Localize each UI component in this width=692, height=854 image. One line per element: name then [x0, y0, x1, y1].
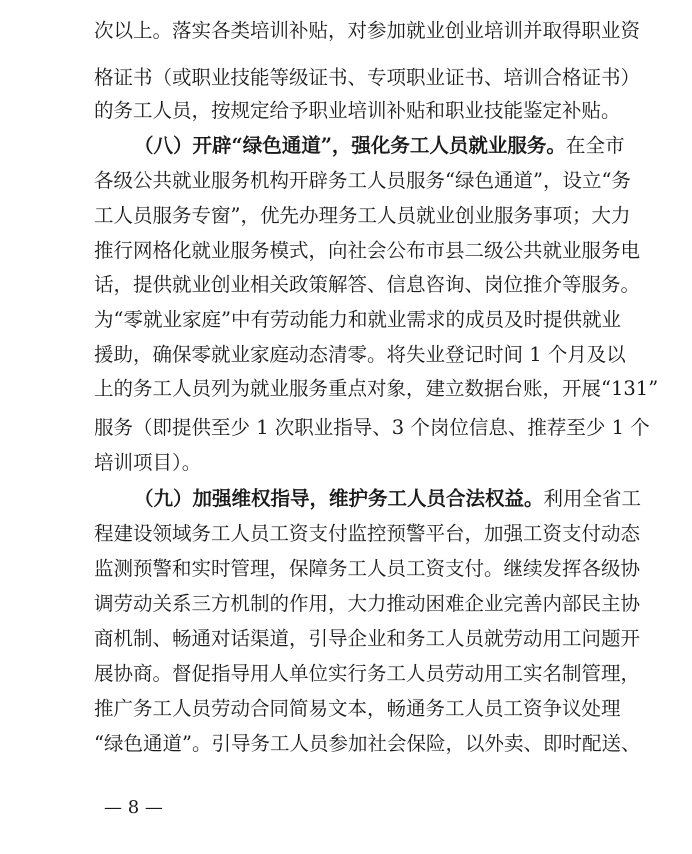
body-line: 程建设领域务工人员工资支付监控预警平台，加强工资支付动态 [94, 522, 641, 545]
body-line: 上的务工人员列为就业服务重点对象，建立数据台账，开展“131” [94, 377, 659, 400]
body-line: 监测预警和实时管理，保障务工人员工资支付。继续发挥各级协 [94, 557, 641, 580]
body-line: 为“零就业家庭”中有劳动能力和就业需求的成员及时提供就业 [94, 308, 621, 331]
body-line: 各级公共就业服务机构开辟务工人员服务“绿色通道”，设立“务 [94, 169, 631, 192]
body-line: 商机制、畅通对话渠道，引导企业和务工人员就劳动用工问题开 [94, 627, 641, 650]
section-heading: （九）加强维权指导，维护务工人员合法权益。 [134, 487, 544, 510]
body-line: 培训项目）。 [94, 451, 202, 474]
body-line: 的务工人员，按规定给予职业培训补贴和职业技能鉴定补贴。 [94, 99, 621, 122]
body-line: 工人员服务专窗”，优先办理务工人员就业创业服务事项；大力 [94, 204, 631, 227]
section-heading: （八）开辟“绿色通道”，强化务工人员就业服务。 [134, 134, 566, 157]
body-line: 推广务工人员劳动合同简易文本，畅通务工人员工资争议处理 [94, 697, 621, 720]
body-line: 话，提供就业创业相关政策解答、信息咨询、岗位推介等服务。 [94, 273, 641, 296]
body-line: 援助，确保零就业家庭动态清零。将失业登记时间 1 个月及以 [94, 343, 626, 366]
body-line: 调劳动关系三方机制的作用，大力推动困难企业完善内部民主协 [94, 592, 641, 615]
body-line: 展协商。督促指导用人单位实行务工人员劳动用工实名制管理， [94, 662, 641, 685]
section-heading-line: （八）开辟“绿色通道”，强化务工人员就业服务。在全市 [134, 134, 625, 157]
section-heading-line: （九）加强维权指导，维护务工人员合法权益。利用全省工 [134, 487, 642, 510]
body-line: 推行网格化就业服务模式，向社会公布市县二级公共就业服务电 [94, 239, 641, 262]
body-line: 格证书（或职业技能等级证书、专项职业证书、培训合格证书） [94, 66, 641, 89]
page-number: — 8 — [104, 797, 163, 818]
body-line: “绿色通道”。引导务工人员参加社会保险，以外卖、即时配送、 [94, 732, 641, 755]
body-line: 服务（即提供至少 1 次职业指导、3 个岗位信息、推荐至少 1 个 [94, 416, 650, 439]
body-line: 次以上。落实各类培训补贴，对参加就业创业培训并取得职业资 [94, 19, 641, 42]
